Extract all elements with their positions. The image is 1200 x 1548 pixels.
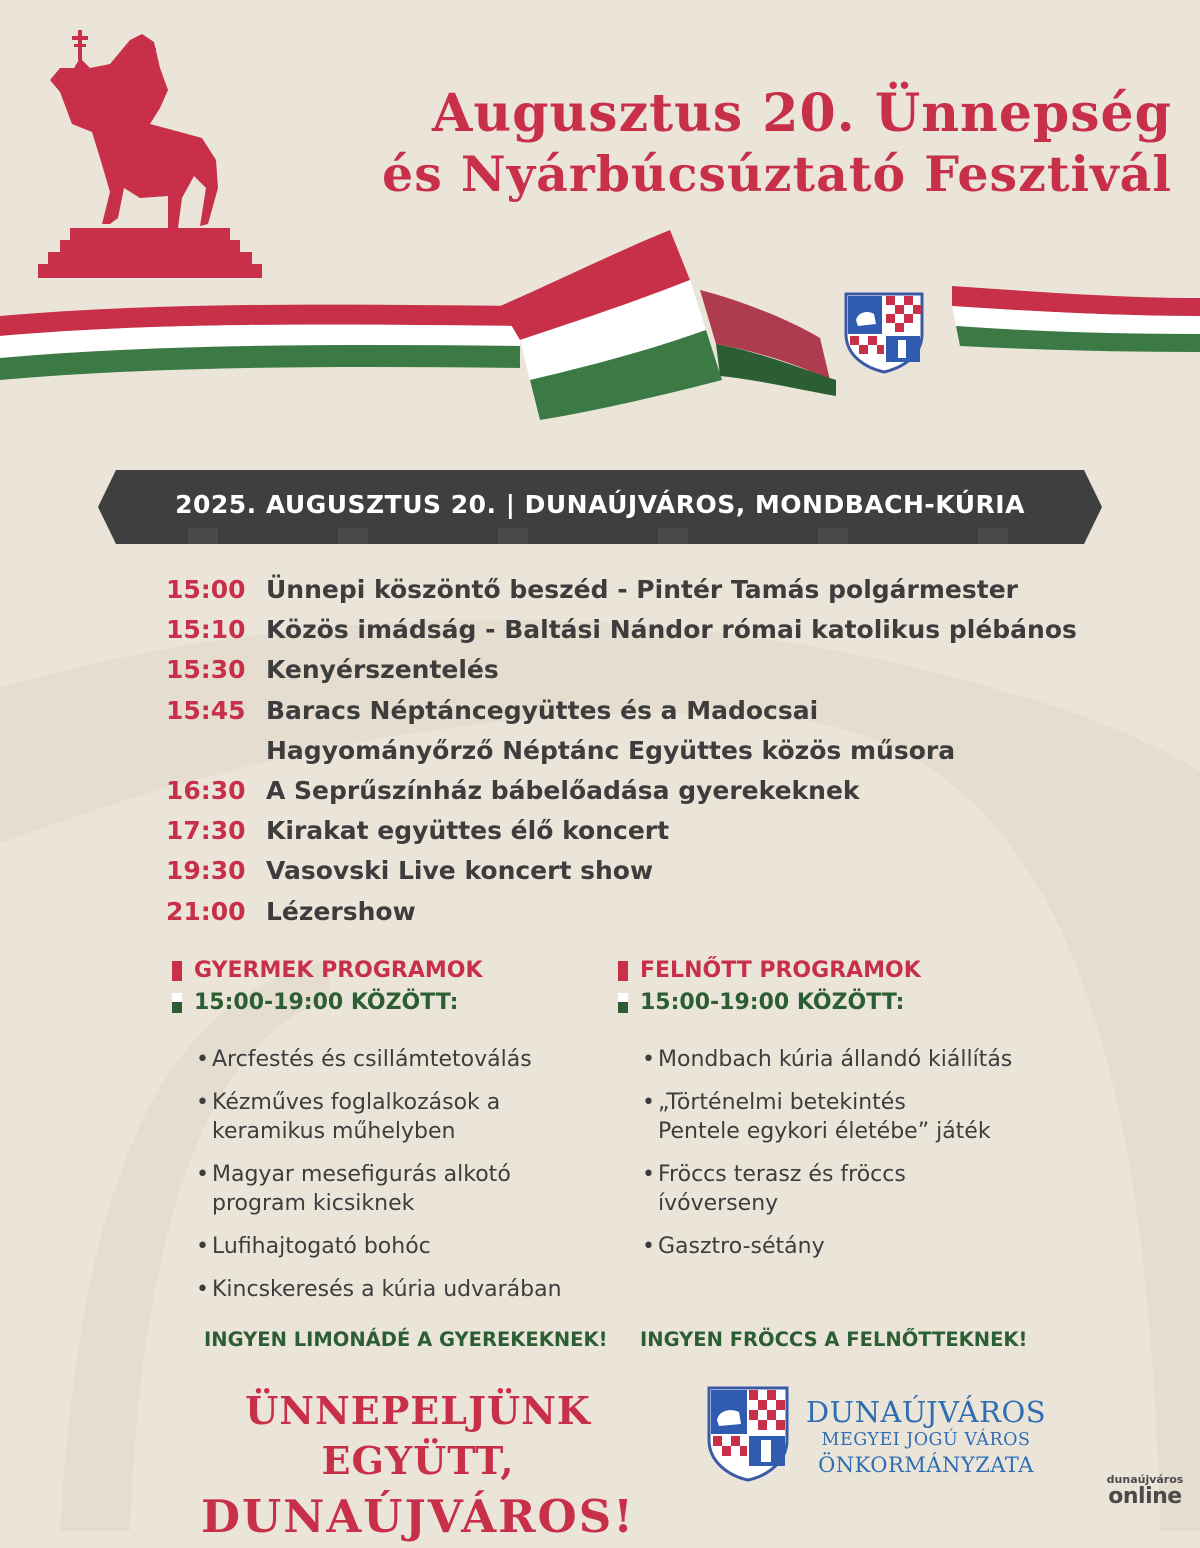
city-name-line-2: MEGYEI JOGÚ VÁROS	[821, 1430, 1031, 1450]
city-name-line-1: DUNAÚJVÁROS	[805, 1395, 1047, 1429]
adult-program-list	[618, 1045, 1058, 1261]
schedule-row	[166, 731, 1096, 771]
schedule-row	[166, 610, 1096, 650]
schedule-row	[166, 892, 1096, 932]
schedule-row	[166, 650, 1096, 690]
title-line-1: Augusztus 20. Ünnepség	[431, 83, 1172, 144]
date-banner	[98, 470, 1102, 544]
children-program-list	[172, 1045, 612, 1304]
schedule-time: 21:00	[166, 896, 246, 926]
schedule-time: 15:00	[166, 575, 246, 604]
city-coat-of-arms-image	[836, 290, 932, 374]
schedule-description: Kirakat együttes élő koncert	[266, 816, 670, 846]
hungarian-flag-ribbon-image	[0, 220, 1200, 460]
schedule-description: A Seprűszínház bábelőadása gyerekeknek	[266, 776, 860, 806]
schedule-row	[166, 771, 1096, 811]
adult-programs	[618, 955, 1058, 1275]
adults-heading	[618, 955, 1058, 987]
adults-subheading	[618, 987, 1058, 1019]
watermark-logo	[1105, 1474, 1185, 1508]
schedule-description: Ünnepi köszöntő beszéd - Pintér Tamás polgármester	[266, 575, 1018, 604]
slogan	[148, 1386, 688, 1548]
schedule-row	[166, 570, 1096, 610]
schedule-time: 19:30	[166, 856, 246, 886]
children-subheading	[172, 987, 612, 1019]
schedule-time: 16:30	[166, 776, 246, 806]
title-line-2: és Nyárbúcsúztató Fesztivál	[382, 145, 1172, 203]
list-item: • Gasztro-sétány	[618, 1232, 1058, 1261]
list-item: • Kézműves foglalkozások a keramikus műhelyben	[172, 1088, 612, 1146]
schedule-description: Kenyérszentelés	[266, 655, 499, 685]
schedule-description: Baracs Néptáncegyüttes és a Madocsai	[266, 695, 819, 725]
flag-mark-red	[172, 961, 182, 981]
flag-mark-green	[172, 993, 182, 1013]
slogan-line-1: ÜNNEPELJÜNK EGYÜTT,	[245, 1388, 591, 1483]
schedule-description: Vasovski Live koncert show	[266, 856, 654, 886]
list-item: • Kincskeresés a kúria udvarában	[172, 1275, 612, 1304]
schedule-time: 15:45	[166, 695, 246, 725]
adults-subheading-text: 15:00-19:00 KÖZÖTT:	[640, 990, 905, 1015]
children-heading-text: GYERMEK PROGRAMOK	[194, 958, 483, 983]
page-title	[262, 84, 1172, 204]
list-item: • „Történelmi betekintés Pentele egykori életébe” játék	[618, 1088, 1058, 1146]
free-spritzer-note: INGYEN FRÖCCS A FELNŐTTEKNEK!	[640, 1328, 1028, 1351]
schedule-row	[166, 851, 1096, 891]
list-item: • Arcfestés és csillámtetoválás	[172, 1045, 612, 1074]
schedule-list	[166, 570, 1096, 932]
slogan-line-2: DUNAÚJVÁROS!	[200, 1490, 636, 1543]
watermark-line-1: dunaújváros	[1106, 1473, 1184, 1486]
schedule-time: 17:30	[166, 816, 246, 846]
flag-mark-green	[618, 993, 628, 1013]
watermark-line-2: online	[1108, 1484, 1182, 1509]
date-location-text: 2025. AUGUSZTUS 20. | DUNAÚJVÁROS, MONDBACH-KÚRIA	[175, 490, 1025, 519]
schedule-time: 15:30	[166, 655, 246, 685]
list-item: • Fröccs terasz és fröccs ívóverseny	[618, 1160, 1058, 1218]
children-heading	[172, 955, 612, 987]
schedule-description: Hagyományőrző Néptánc Együttes közös műsora	[266, 735, 956, 765]
free-lemonade-note: INGYEN LIMONÁDÉ A GYEREKEKNEK!	[204, 1328, 608, 1351]
municipality-name	[800, 1396, 1052, 1478]
adults-heading-text: FELNŐTT PROGRAMOK	[640, 958, 921, 983]
city-coat-of-arms-logo	[705, 1384, 791, 1482]
children-subheading-text: 15:00-19:00 KÖZÖTT:	[194, 990, 459, 1015]
list-item: • Lufihajtogató bohóc	[172, 1232, 612, 1261]
schedule-description: Lézershow	[266, 896, 416, 926]
list-item: • Magyar mesefigurás alkotó program kicsiknek	[172, 1160, 612, 1218]
children-programs	[172, 955, 612, 1318]
schedule-row	[166, 691, 1096, 731]
city-name-line-3: ÖNKORMÁNYZATA	[818, 1453, 1034, 1477]
list-item: • Mondbach kúria állandó kiállítás	[618, 1045, 1058, 1074]
schedule-time	[166, 731, 266, 771]
schedule-description: Közös imádság - Baltási Nándor római katolikus plébános	[266, 615, 1077, 645]
schedule-time: 15:10	[166, 615, 246, 645]
flag-mark-red	[618, 961, 628, 981]
schedule-row	[166, 811, 1096, 851]
